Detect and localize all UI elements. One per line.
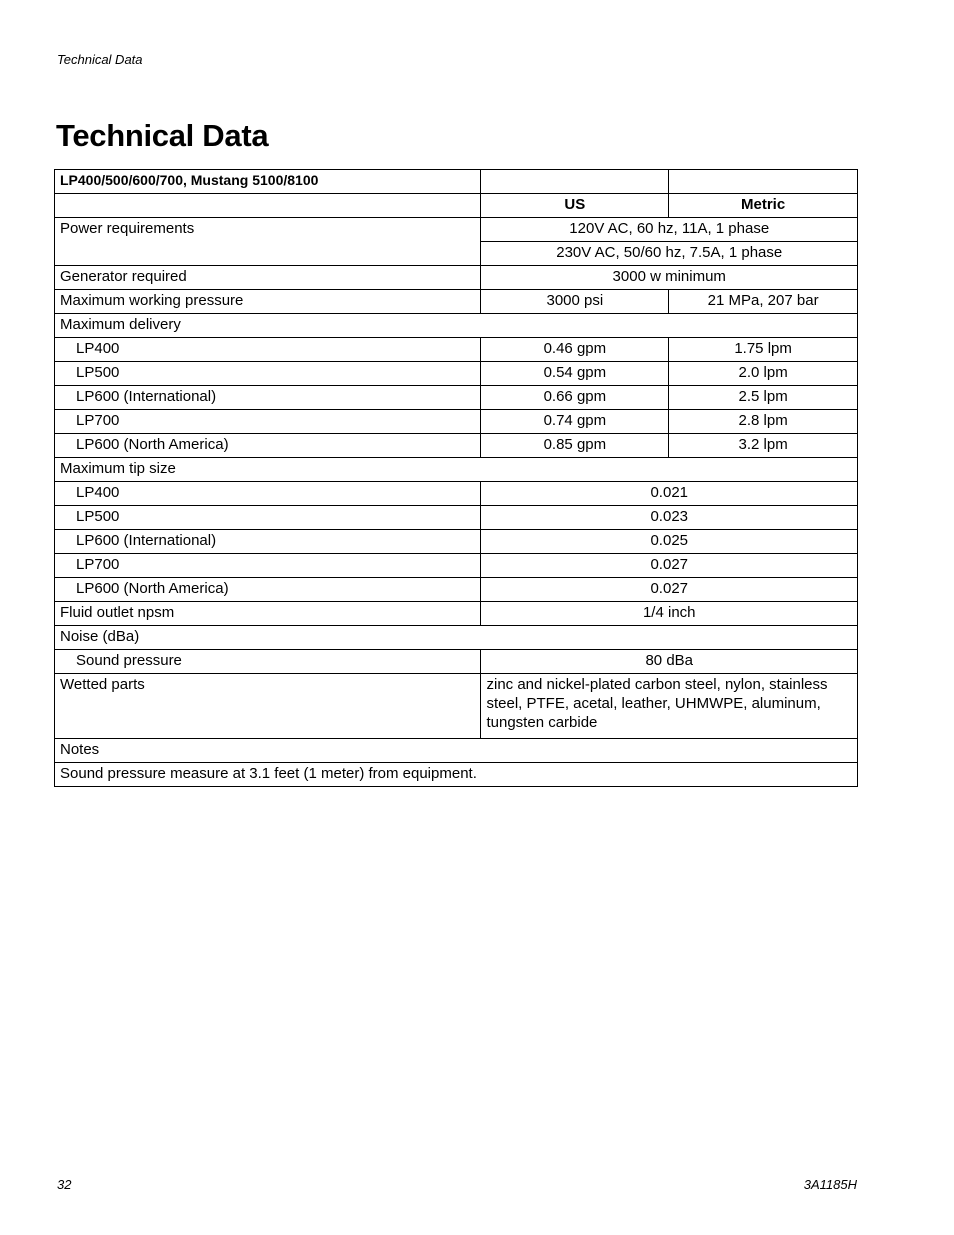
delivery-us: 0.66 gpm xyxy=(481,386,669,410)
model-header-cell: LP400/500/600/700, Mustang 5100/8100 xyxy=(55,170,481,194)
table-row xyxy=(55,314,858,338)
delivery-us: 0.85 gpm xyxy=(481,434,669,458)
table-row xyxy=(55,626,858,650)
us-column-header: US xyxy=(481,194,669,218)
page-number: 32 xyxy=(57,1177,72,1192)
delivery-us: 0.74 gpm xyxy=(481,410,669,434)
technical-data-table xyxy=(54,169,858,787)
table-row xyxy=(55,194,858,218)
wetted-parts-label: Wetted parts xyxy=(55,674,481,739)
empty-cell xyxy=(481,170,669,194)
tip-model: LP400 xyxy=(55,482,481,506)
metric-column-header: Metric xyxy=(669,194,858,218)
running-head: Technical Data xyxy=(57,52,143,67)
tip-model: LP600 (North America) xyxy=(55,578,481,602)
delivery-metric: 2.5 lpm xyxy=(669,386,858,410)
table-row xyxy=(55,739,858,763)
delivery-model: LP600 (International) xyxy=(55,386,481,410)
table-row xyxy=(55,362,858,386)
delivery-section-label: Maximum delivery xyxy=(55,314,858,338)
table-row xyxy=(55,674,858,739)
wetted-parts-value: zinc and nickel-plated carbon steel, nylon, stainless steel, PTFE, acetal, leather, UHMWPE, aluminum, tungsten carbide xyxy=(481,674,858,739)
delivery-metric: 2.0 lpm xyxy=(669,362,858,386)
table-row xyxy=(55,434,858,458)
delivery-model: LP400 xyxy=(55,338,481,362)
power-230-value: 230V AC, 50/60 hz, 7.5A, 1 phase xyxy=(481,242,858,266)
table-row xyxy=(55,218,858,242)
tip-model: LP600 (International) xyxy=(55,530,481,554)
tip-model: LP500 xyxy=(55,506,481,530)
tip-value: 0.027 xyxy=(481,578,858,602)
tip-value: 0.023 xyxy=(481,506,858,530)
empty-cell xyxy=(669,170,858,194)
table-row xyxy=(55,482,858,506)
notes-text: Sound pressure measure at 3.1 feet (1 meter) from equipment. xyxy=(55,763,858,787)
tip-value: 0.025 xyxy=(481,530,858,554)
page-title: Technical Data xyxy=(56,118,269,153)
table-row xyxy=(55,506,858,530)
noise-section-label: Noise (dBa) xyxy=(55,626,858,650)
outlet-value: 1/4 inch xyxy=(481,602,858,626)
notes-label: Notes xyxy=(55,739,858,763)
table-row xyxy=(55,386,858,410)
table-row xyxy=(55,602,858,626)
table-row xyxy=(55,650,858,674)
table-row xyxy=(55,266,858,290)
delivery-us: 0.46 gpm xyxy=(481,338,669,362)
tip-section-label: Maximum tip size xyxy=(55,458,858,482)
outlet-label: Fluid outlet npsm xyxy=(55,602,481,626)
tip-model: LP700 xyxy=(55,554,481,578)
sound-pressure-value: 80 dBa xyxy=(481,650,858,674)
table-row xyxy=(55,530,858,554)
table-row xyxy=(55,170,858,194)
delivery-metric: 3.2 lpm xyxy=(669,434,858,458)
generator-value: 3000 w minimum xyxy=(481,266,858,290)
table-row xyxy=(55,763,858,787)
document-id: 3A1185H xyxy=(803,1177,857,1192)
generator-label: Generator required xyxy=(55,266,481,290)
table-row xyxy=(55,338,858,362)
delivery-model: LP700 xyxy=(55,410,481,434)
delivery-metric: 2.8 lpm xyxy=(669,410,858,434)
table-row xyxy=(55,554,858,578)
delivery-metric: 1.75 lpm xyxy=(669,338,858,362)
empty-cell xyxy=(55,194,481,218)
pressure-us-value: 3000 psi xyxy=(481,290,669,314)
tip-value: 0.021 xyxy=(481,482,858,506)
power-label: Power requirements xyxy=(55,218,481,266)
delivery-model: LP600 (North America) xyxy=(55,434,481,458)
tip-value: 0.027 xyxy=(481,554,858,578)
pressure-label: Maximum working pressure xyxy=(55,290,481,314)
delivery-model: LP500 xyxy=(55,362,481,386)
table-row xyxy=(55,290,858,314)
power-120-value: 120V AC, 60 hz, 11A, 1 phase xyxy=(481,218,858,242)
table-row xyxy=(55,410,858,434)
delivery-us: 0.54 gpm xyxy=(481,362,669,386)
pressure-metric-value: 21 MPa, 207 bar xyxy=(669,290,858,314)
table-row xyxy=(55,458,858,482)
sound-pressure-label: Sound pressure xyxy=(55,650,481,674)
table-row xyxy=(55,578,858,602)
